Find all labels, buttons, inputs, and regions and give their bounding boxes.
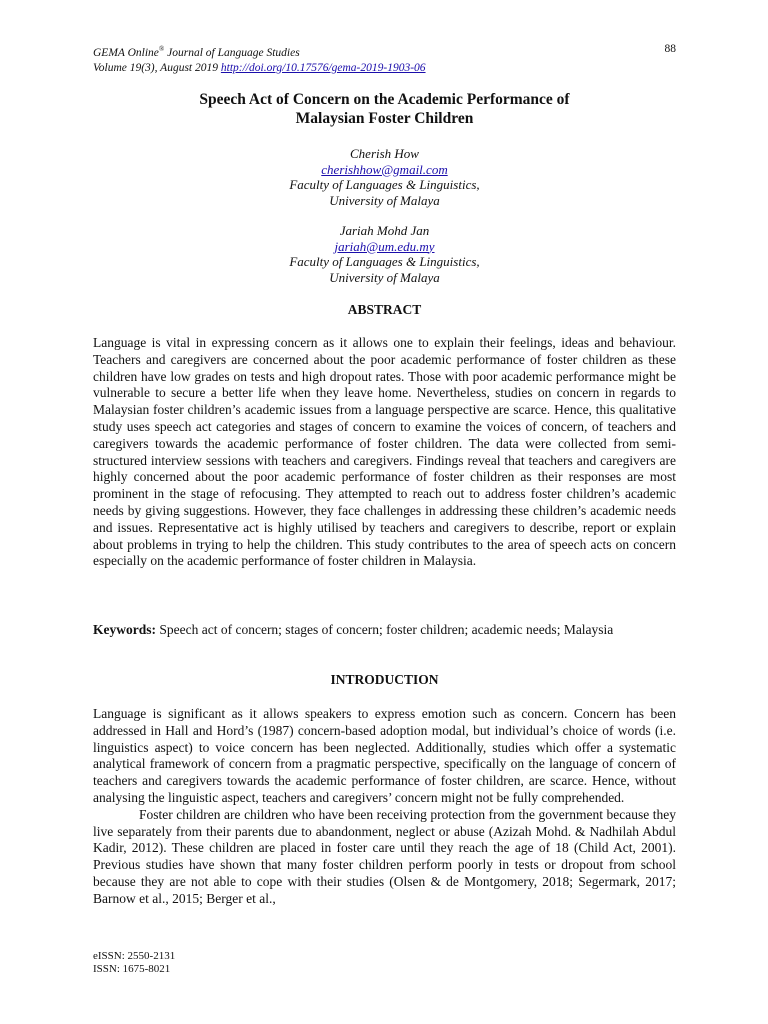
author-email-link[interactable]: jariah@um.edu.my: [334, 238, 435, 254]
page-footer: [93, 950, 175, 976]
issn: ISSN: 1675-8021: [93, 963, 171, 975]
author-university: University of Malaya: [329, 269, 440, 285]
paper-page: [93, 0, 676, 1024]
author-name: Jariah Mohd Jan: [339, 223, 430, 238]
author-name: Cherish How: [350, 146, 419, 161]
keywords-label: Keywords:: [93, 622, 156, 637]
author-email-link[interactable]: cherishhow@gmail.com: [321, 161, 448, 177]
keywords-text: Speech act of concern; stages of concern; foster children; academic needs; Malaysia: [156, 622, 614, 637]
introduction-heading: INTRODUCTION: [330, 672, 439, 687]
author-affiliation: Faculty of Languages & Linguistics,: [289, 177, 480, 192]
author-list: [93, 146, 676, 300]
introduction-paragraph: Language is significant as it allows speakers to express emotion such as concern. Concern has been addressed in Hall and Hord’s (1987) concern-based adoption modal, but individual’s choice of words (i.e. linguistics aspect) to voice concern has been neglected. Additionally, studies which offer a systematic analytical framework of concern from a pragmatic perspective, specifically on the language of concern of teachers and caregivers towards the academic performance of foster children, are scarce. Hence, without analysing the linguistic aspect, teachers and caregivers’ concern might not be fully comprehended.: [93, 706, 676, 805]
page-number: 88: [664, 43, 676, 55]
journal-name: GEMA Online: [93, 46, 159, 59]
abstract-body: [93, 335, 676, 570]
abstract-text: Language is vital in expressing concern as it allows one to explain their feelings, ideas and behaviour. Teachers and caregivers are concerned about the poor academic performance of foster children as these children have low grades on tests and high dropout rates. Those with poor academic performance might be vulnerable to secure a better life when they leave home. Nevertheless, studies on concern in regards to Malaysian foster children’s academic issues from a language perspective are scarce. Hence, this qualitative study uses speech act categories and stages of concern to examine the voices of concern, of teachers and caregivers towards the academic performance of foster children. The data were collected from semi-structured interview sessions with teachers and caregivers. Findings reveal that teachers and caregivers are highly concerned about the poor academic performance of foster children as their responses are most prominent in the stage of refocusing. They attempted to reach out to address foster children’s academic needs by giving suggestions. However, they face challenges in addressing these children’s academic needs and issues. Representative act is highly utilised by teachers and caregivers to describe, report or explain about problems in trying to help the children. This study contributes to the area of speech acts on concern especially on the academic performance of foster children in Malaysia.: [93, 335, 676, 569]
title-line-1: Speech Act of Concern on the Academic Performance of: [199, 91, 570, 108]
registered-mark: ®: [158, 45, 165, 53]
journal-line: [93, 42, 676, 61]
author-university: University of Malaya: [329, 192, 440, 208]
journal-name-rest: Journal of Language Studies: [164, 46, 300, 59]
author-block: [93, 223, 676, 285]
introduction-body: [93, 706, 676, 908]
title-line-2: Malaysian Foster Children: [295, 110, 474, 127]
running-header: [93, 42, 676, 76]
author-affiliation: Faculty of Languages & Linguistics,: [289, 254, 480, 269]
volume-line: [93, 61, 676, 76]
introduction-paragraph: Foster children are children who have been receiving protection from the government because they live separately from their parents due to abandonment, neglect or abuse (Azizah Mohd. & Nadhilah Abdul Kadir, 2012). These children are placed in foster care until they reach the age of 18 (Child Act, 2001). Previous studies have shown that many foster children perform poorly in tests or dropout from school because they are not able to cope with their studies (Olsen & de Montgomery, 2018; Segermark, 2017; Barnow et al., 2015; Berger et al.,: [93, 806, 676, 906]
author-block: [93, 146, 676, 208]
doi-link[interactable]: http://doi.org/10.17576/gema-2019-1903-06: [220, 61, 426, 74]
paper-title: [93, 90, 676, 128]
eissn: eISSN: 2550-2131: [93, 950, 176, 962]
volume-info: Volume 19(3), August 2019: [93, 61, 219, 74]
keywords: [93, 622, 676, 639]
abstract-heading: ABSTRACT: [347, 302, 422, 317]
